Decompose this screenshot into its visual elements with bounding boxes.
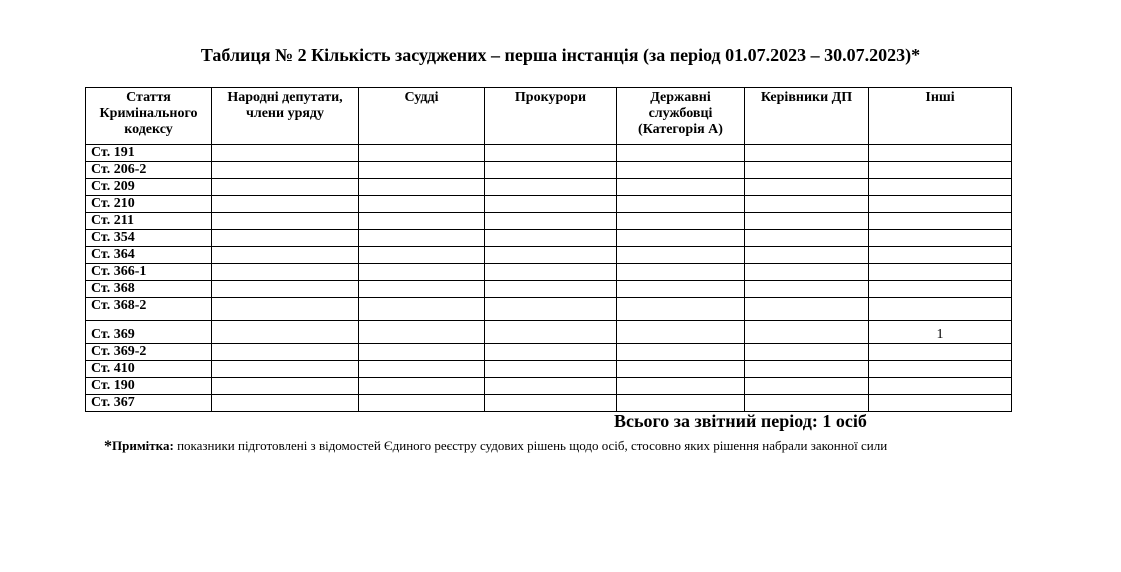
- article-cell: Ст. 211: [86, 213, 212, 230]
- table-row: [86, 344, 1012, 361]
- table-cell: [745, 298, 869, 321]
- table-cell: [745, 264, 869, 281]
- table-cell: [212, 298, 359, 321]
- table-row: [86, 247, 1012, 264]
- table-cell: [745, 247, 869, 264]
- footnote-marker: *: [104, 438, 112, 455]
- table-cell: [359, 264, 485, 281]
- table-cell: [617, 230, 745, 247]
- table-cell: [869, 344, 1012, 361]
- table-cell: [485, 298, 617, 321]
- table-cell: [485, 179, 617, 196]
- table-row: [86, 298, 1012, 321]
- column-header-prosecutors: Прокурори: [485, 88, 617, 145]
- table-cell: [745, 378, 869, 395]
- table-cell: [745, 196, 869, 213]
- table-header-row: [86, 88, 1012, 145]
- table-cell: [869, 213, 1012, 230]
- table-cell: [212, 179, 359, 196]
- table-cell: [869, 361, 1012, 378]
- article-cell: Ст. 369-2: [86, 344, 212, 361]
- table-cell: [359, 162, 485, 179]
- table-cell: [869, 247, 1012, 264]
- table-cell: [869, 298, 1012, 321]
- table-cell: [485, 162, 617, 179]
- table-cell: [485, 230, 617, 247]
- table-cell: [745, 145, 869, 162]
- table-cell: [212, 321, 359, 344]
- convictions-table: [85, 87, 1012, 412]
- table-cell: [485, 213, 617, 230]
- table-cell: [745, 361, 869, 378]
- article-cell: Ст. 191: [86, 145, 212, 162]
- table-cell: [359, 298, 485, 321]
- footnote-label: Примітка:: [112, 438, 174, 453]
- table-cell: [212, 213, 359, 230]
- column-header-judges: Судді: [359, 88, 485, 145]
- table-cell: [359, 213, 485, 230]
- table-cell: [869, 230, 1012, 247]
- table-cell: [617, 196, 745, 213]
- table-cell: [617, 395, 745, 412]
- column-header-mps: Народні депутати, члени уряду: [212, 88, 359, 145]
- table-cell: [745, 321, 869, 344]
- table-cell: [212, 281, 359, 298]
- table-cell: [617, 378, 745, 395]
- table-cell: [212, 361, 359, 378]
- table-cell: [745, 395, 869, 412]
- table-cell: [617, 247, 745, 264]
- table-cell: 1: [869, 321, 1012, 344]
- table-cell: [485, 321, 617, 344]
- table-cell: [869, 162, 1012, 179]
- table-row: [86, 145, 1012, 162]
- page-title: Таблиця № 2 Кількість засуджених – перша інстанція (за період 01.07.2023 – 30.07.2023)*: [200, 45, 921, 65]
- table-cell: [869, 264, 1012, 281]
- table-cell: [212, 264, 359, 281]
- table-cell: [869, 281, 1012, 298]
- table-cell: [359, 395, 485, 412]
- column-header-article: Стаття Кримінального кодексу: [86, 88, 212, 145]
- footnote: [104, 438, 887, 456]
- table-cell: [745, 213, 869, 230]
- table-row: [86, 281, 1012, 298]
- table-cell: [485, 378, 617, 395]
- table-cell: [485, 344, 617, 361]
- table-cell: [869, 395, 1012, 412]
- article-cell: Ст. 206-2: [86, 162, 212, 179]
- table-cell: [359, 179, 485, 196]
- table-row: [86, 395, 1012, 412]
- table-cell: [212, 196, 359, 213]
- table-cell: [359, 247, 485, 264]
- table-cell: [869, 145, 1012, 162]
- table-cell: [485, 395, 617, 412]
- table-cell: [359, 321, 485, 344]
- table-cell: [212, 247, 359, 264]
- table-cell: [745, 281, 869, 298]
- article-cell: Ст. 354: [86, 230, 212, 247]
- article-cell: Ст. 410: [86, 361, 212, 378]
- article-cell: Ст. 190: [86, 378, 212, 395]
- table-cell: [485, 145, 617, 162]
- table-cell: [617, 281, 745, 298]
- table-cell: [212, 162, 359, 179]
- column-header-others: Інші: [869, 88, 1012, 145]
- table-cell: [745, 230, 869, 247]
- article-cell: Ст. 369: [86, 321, 212, 344]
- table-cell: [869, 196, 1012, 213]
- table-row: [86, 321, 1012, 344]
- table-row: [86, 196, 1012, 213]
- table-cell: [617, 162, 745, 179]
- table-cell: [617, 145, 745, 162]
- footnote-text: показники підготовлені з відомостей Єдиного реєстру судових рішень щодо осіб, стосовно яких рішення набрали законної сили: [173, 438, 888, 453]
- table-row: [86, 361, 1012, 378]
- table-cell: [359, 196, 485, 213]
- table-cell: [359, 361, 485, 378]
- table-cell: [359, 145, 485, 162]
- table-cell: [359, 281, 485, 298]
- total-summary: Всього за звітний період: 1 осіб: [614, 411, 867, 431]
- table-cell: [745, 179, 869, 196]
- table-cell: [617, 361, 745, 378]
- article-cell: Ст. 210: [86, 196, 212, 213]
- table-cell: [745, 344, 869, 361]
- table-cell: [869, 378, 1012, 395]
- table-row: [86, 162, 1012, 179]
- table-cell: [212, 145, 359, 162]
- table-cell: [745, 162, 869, 179]
- table-cell: [869, 179, 1012, 196]
- article-cell: Ст. 368-2: [86, 298, 212, 321]
- article-cell: Ст. 209: [86, 179, 212, 196]
- table-row: [86, 230, 1012, 247]
- table-row: [86, 378, 1012, 395]
- table-cell: [359, 344, 485, 361]
- table-cell: [485, 196, 617, 213]
- table-cell: [617, 298, 745, 321]
- table-cell: [212, 344, 359, 361]
- table-cell: [617, 213, 745, 230]
- article-cell: Ст. 364: [86, 247, 212, 264]
- table-cell: [485, 361, 617, 378]
- table-cell: [212, 230, 359, 247]
- table-row: [86, 179, 1012, 196]
- table-cell: [485, 264, 617, 281]
- table-row: [86, 213, 1012, 230]
- table-cell: [617, 321, 745, 344]
- article-cell: Ст. 367: [86, 395, 212, 412]
- table-cell: [617, 264, 745, 281]
- table-cell: [212, 395, 359, 412]
- column-header-soe-heads: Керівники ДП: [745, 88, 869, 145]
- article-cell: Ст. 368: [86, 281, 212, 298]
- table-cell: [485, 281, 617, 298]
- article-cell: Ст. 366-1: [86, 264, 212, 281]
- table-cell: [485, 247, 617, 264]
- table-cell: [617, 179, 745, 196]
- table-row: [86, 264, 1012, 281]
- table-cell: [212, 378, 359, 395]
- table-cell: [617, 344, 745, 361]
- table-cell: [359, 230, 485, 247]
- column-header-civil-servants: Державні службовці (Категорія А): [617, 88, 745, 145]
- table-cell: [359, 378, 485, 395]
